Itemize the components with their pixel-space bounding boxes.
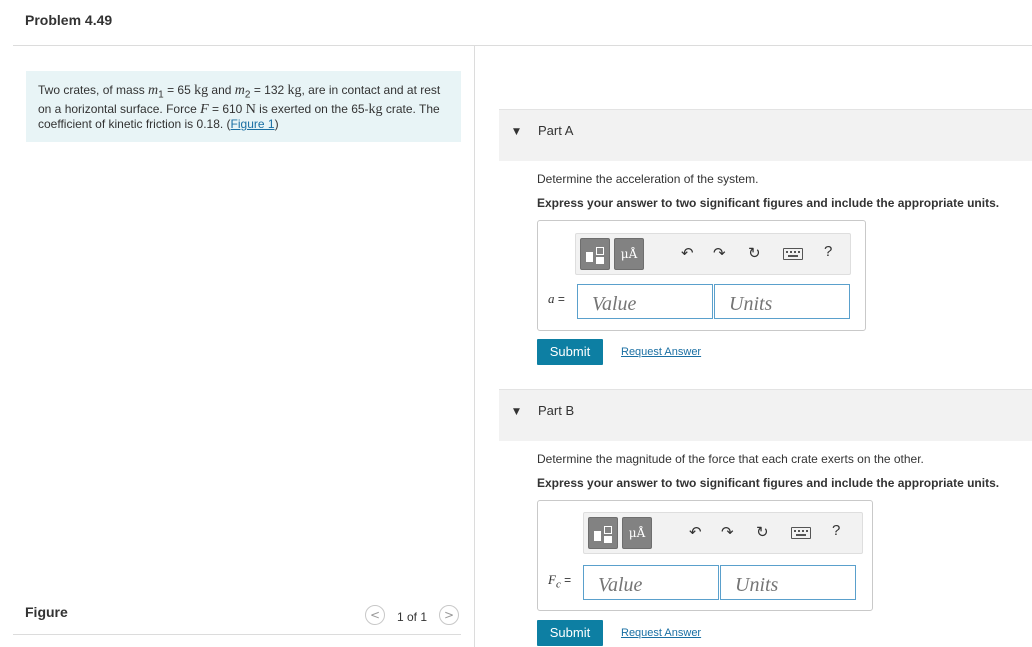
math-toolbar bbox=[575, 233, 851, 275]
figure-count: 1 of 1 bbox=[397, 610, 428, 624]
part-b-value-input[interactable] bbox=[583, 565, 719, 600]
problem-title: Problem 4.49 bbox=[25, 12, 113, 28]
part-a-request-answer-link[interactable]: Request Answer bbox=[621, 346, 702, 358]
part-a-value-input[interactable] bbox=[577, 284, 713, 319]
header-divider bbox=[13, 45, 1032, 46]
undo-icon[interactable]: ↶ bbox=[681, 244, 694, 262]
math-toolbar bbox=[583, 512, 863, 554]
part-b-prompt: Determine the magnitude of the force that each crate exerts on the other. bbox=[537, 452, 924, 466]
figure-prev-button[interactable]: < bbox=[365, 605, 385, 625]
reset-icon[interactable]: ↻ bbox=[756, 523, 769, 541]
figure-next-button[interactable]: > bbox=[439, 605, 459, 625]
collapse-caret-icon[interactable]: ▼ bbox=[513, 407, 520, 417]
part-b-instruction: Express your answer to two significant figures and include the appropriate units. bbox=[537, 476, 1000, 490]
redo-icon[interactable]: ↷ bbox=[713, 244, 726, 262]
part-a-title: Part A bbox=[538, 123, 574, 138]
keyboard-icon[interactable] bbox=[783, 248, 803, 260]
part-b-request-answer-link[interactable]: Request Answer bbox=[621, 627, 702, 639]
part-a-header[interactable] bbox=[499, 109, 1032, 161]
figure-label: Figure bbox=[25, 604, 68, 620]
units-icon[interactable]: μÅ bbox=[622, 517, 652, 549]
part-a-instruction: Express your answer to two significant figures and include the appropriate units. bbox=[537, 196, 1000, 210]
part-a-units-input[interactable] bbox=[714, 284, 850, 319]
part-a-variable-label: a = bbox=[548, 291, 565, 306]
figure-link[interactable]: Figure 1 bbox=[230, 117, 275, 132]
collapse-caret-icon[interactable]: ▼ bbox=[513, 127, 520, 137]
templates-icon[interactable] bbox=[588, 517, 618, 549]
part-b-header[interactable] bbox=[499, 389, 1032, 441]
part-a-submit-button[interactable]: Submit bbox=[537, 339, 603, 365]
keyboard-icon[interactable] bbox=[791, 527, 811, 539]
redo-icon[interactable]: ↷ bbox=[721, 523, 734, 541]
problem-statement: Two crates, of mass $m_1 = 65$ kg and $m_2 = 132$ kg, are in contact and at rest on a horizontal surface. Force F = 610 N is exerted on the 65-kg crate. The coefficient of kinetic friction is 0.18. (Figure 1) bbox=[26, 71, 461, 142]
part-b-submit-button[interactable]: Submit bbox=[537, 620, 603, 646]
undo-icon[interactable]: ↶ bbox=[689, 523, 702, 541]
part-a-answer-box bbox=[537, 220, 866, 331]
figure-divider bbox=[13, 634, 461, 635]
help-icon[interactable]: ? bbox=[824, 243, 833, 260]
part-a-prompt: Determine the acceleration of the system. bbox=[537, 172, 759, 186]
m2-symbol: m bbox=[234, 83, 245, 98]
column-divider bbox=[474, 46, 475, 647]
part-b-title: Part B bbox=[538, 403, 575, 418]
part-b-answer-box bbox=[537, 500, 873, 611]
force-symbol: F bbox=[200, 102, 209, 118]
units-icon[interactable]: μÅ bbox=[614, 238, 644, 270]
m1-symbol: m bbox=[148, 83, 159, 98]
part-b-variable-label: $F_c$ = bbox=[548, 572, 572, 591]
help-icon[interactable]: ? bbox=[832, 522, 841, 539]
part-b-units-input[interactable] bbox=[720, 565, 856, 600]
reset-icon[interactable]: ↻ bbox=[748, 244, 761, 262]
templates-icon[interactable] bbox=[580, 238, 610, 270]
